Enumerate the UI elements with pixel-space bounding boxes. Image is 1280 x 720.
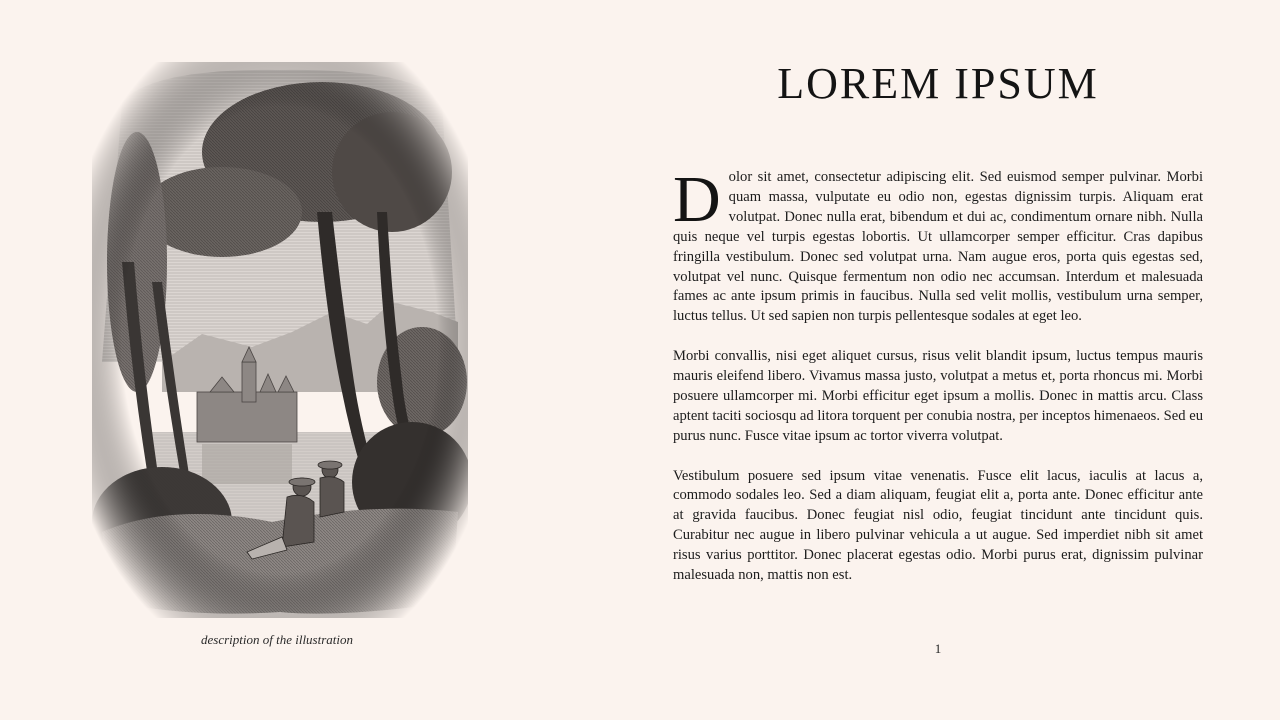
illustration-caption: description of the illustration xyxy=(200,632,354,647)
landscape-engraving-image xyxy=(92,62,468,618)
right-page xyxy=(673,0,1203,720)
article-body xyxy=(673,163,1203,606)
paragraph-2: Morbi convallis, nisi eget aliquet cursus, risus velit blandit ipsum, luctus tempus mauris mauris eleifend libero. Vivamus massa justo, volutpat a metus et, porta rhoncus mi. Morbi posuere ullamcorper mi. Morbi efficitur eget ipsum a mollis. Donec in mattis arcu. Class aptent taciti sociosqu ad litora torquent per conubia nostra, per inceptos himenaeos. Sed eu purus nunc. Fusce vitae ipsum ac tortor viverra volutpat. xyxy=(673,348,1203,444)
page-number: 1 xyxy=(934,641,942,656)
paragraph-1 xyxy=(673,163,1203,327)
illustration-engraving xyxy=(92,62,468,618)
paragraph-1-text: olor sit amet, consectetur adipiscing elit. Sed euismod semper pulvinar. Morbi quam massa, vulputate eu odio non, egestas dignissim turpis. Aliquam erat volutpat. Donec nulla erat, bibendum et dui ac, condimentum ornare nibh. Nulla quis neque vel turpis egestas lobortis. Ut ullamcorper semper efficitur. Cras dapibus fringilla vestibulum. Donec sed volutpat urna. Nam augue eros, porta quis egestas sed, volutpat vel nunc. Quisque fermentum non odio nec accumsan. Interdum et malesuada fames ac ante ipsum primis in faucibus. Nulla sed velit mollis, vestibulum urna semper, luctus tellus. Ut sed sapien non turpis pellentesque sodales at eget leo. xyxy=(673,169,1203,325)
paragraph-3: Vestibulum posuere sed ipsum vitae venenatis. Fusce elit lacus, iaculis at lacus a, commodo sodales leo. Sed a diam aliquam, feugiat elit a, porta ante. Donec efficitur ante at gravida faucibus. Donec feugiat nisl odio, feugiat tincidunt ante tincidunt quis. Curabitur nec augue in libero pulvinar vehicula a ut augue. Sed imperdiet nibh sit amet risus varius porttitor. Donec placerat egestas odio. Morbi purus erat, dignissim pulvinar malesuada non, mattis non est. xyxy=(673,467,1203,584)
left-page xyxy=(0,0,560,720)
page-title: LOREM IPSUM xyxy=(777,59,1099,108)
drop-cap: D xyxy=(673,163,721,236)
